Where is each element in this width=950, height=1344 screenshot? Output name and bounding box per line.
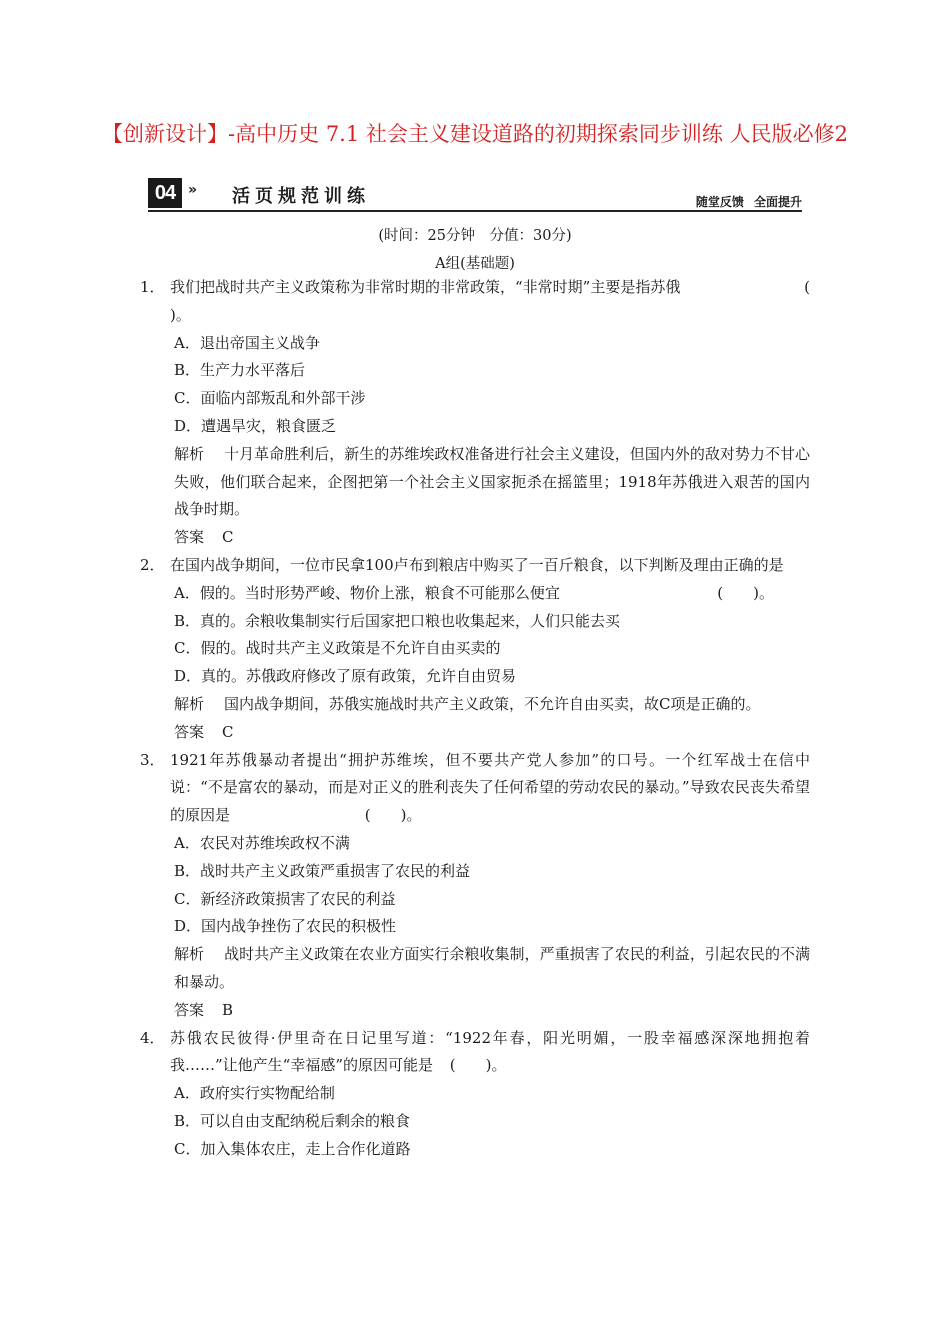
answer [140,997,810,1025]
option-a: A．假的。当时形势严峻、物价上涨，粮食不可能那么便宜 [174,583,560,602]
group-heading: A组(基础题) [435,256,515,272]
option-a: A．农民对苏维埃政权不满 [174,833,350,852]
answer-value: B [222,1000,234,1019]
analysis-label: 解析 [174,694,205,713]
option-b: B．战时共产主义政策严重损害了农民的利益 [174,861,471,880]
analysis-label: 解析 [174,945,205,964]
question-4 [140,1025,810,1081]
section-number-badge: 04 [148,178,182,208]
question-number: 2． [140,555,165,574]
option-d: D．遭遇旱灾，粮食匮乏 [174,416,337,435]
analysis: 解析 战时共产主义政策在农业方面实行余粮收集制，严重损害了农民的利益，引起农民的不满和暴动。 [174,945,810,991]
question-number: 3． [140,750,165,769]
answer-value: C [222,722,234,741]
answer-bracket: ( )。 [449,1056,507,1075]
analysis-label: 解析 [174,444,205,463]
option-d: D．国内战争挫伤了农民的积极性 [174,917,397,936]
question-number: 4． [140,1028,165,1047]
answer [140,719,810,747]
question-stem: 在国内战争期间，一位市民拿100卢布到粮店中购买了一百斤粮食，以下判断及理由正确的是 ( )。 [170,552,810,580]
question-1 [140,274,810,330]
option-a: A．退出帝国主义战争 [174,333,320,352]
banner-divider [148,210,802,212]
option-d: D．真的。苏俄政府修改了原有政策，允许自由贸易 [174,667,517,686]
answer-value: C [222,528,234,547]
section-slogan: 随堂反馈 全面提升 [695,195,802,209]
option-b: B．可以自由支配纳税后剩余的粮食 [174,1111,411,1130]
answer-label: 答案 [174,722,205,741]
question-number: 1． [140,278,165,296]
answer-bracket-close: )。 [170,305,191,324]
option-c: C．面临内部叛乱和外部干涉 [174,389,366,408]
question-list [140,274,810,1164]
analysis: 解析 十月革命胜利后，新生的苏维埃政权准备进行社会主义建设，但国内外的敌对势力不甘心失败，他们联合起来，企图把第一个社会主义国家扼杀在摇篮里；1918年苏俄进入艰苦的国内战争时期。 [174,444,810,519]
analysis: 解析 国内战争期间，苏俄实施战时共产主义政策，不允许自由买卖，故C项是正确的。 [174,694,761,713]
question-stem: 我们把战时共产主义政策称为非常时期的非常政策，“非常时期”主要是指苏俄 ( )。 [170,274,810,330]
answer-bracket-open: ( [804,278,810,296]
answer-bracket: ( )。 [717,583,774,602]
option-c: C．加入集体农庄，走上合作化道路 [174,1139,411,1158]
section-name: 活页规范训练 [232,186,370,207]
option-b: B．真的。余粮收集制实行后国家把口粮也收集起来，人们只能去买 [174,611,621,630]
option-a: A．政府实行实物配给制 [174,1084,335,1103]
answer-label: 答案 [174,528,205,547]
time-score-line: (时间：25分钟 分值：30分) [378,228,572,244]
double-chevron-icon: » [188,182,198,198]
answer-label: 答案 [174,1000,205,1019]
option-c: C．新经济政策损害了农民的利益 [174,889,396,908]
answer-bracket: ( )。 [364,806,422,825]
question-stem: 苏俄农民彼得·伊里奇在日记里写道：“1922年春，阳光明媚，一股幸福感深深地拥抱着我……”让他产生“幸福感”的原因可能是 ( )。 [170,1028,810,1075]
option-b: B．生产力水平落后 [174,361,306,380]
question-3 [140,747,810,830]
question-stem: 1921年苏俄暴动者提出“拥护苏维埃，但不要共产党人参加”的口号。一个红军战士在信中说：“不是富农的暴动，而是对正义的胜利丧失了任何希望的劳动农民的暴动。”导致农民丧失希望的原因是 ( )。 [170,750,810,825]
option-c: C．假的。战时共产主义政策是不允许自由买卖的 [174,639,501,658]
answer [140,524,810,552]
document-title: 【创新设计】-高中历史 7.1 社会主义建设道路的初期探索同步训练 人民版必修2 [102,122,848,146]
section-banner [148,176,802,212]
